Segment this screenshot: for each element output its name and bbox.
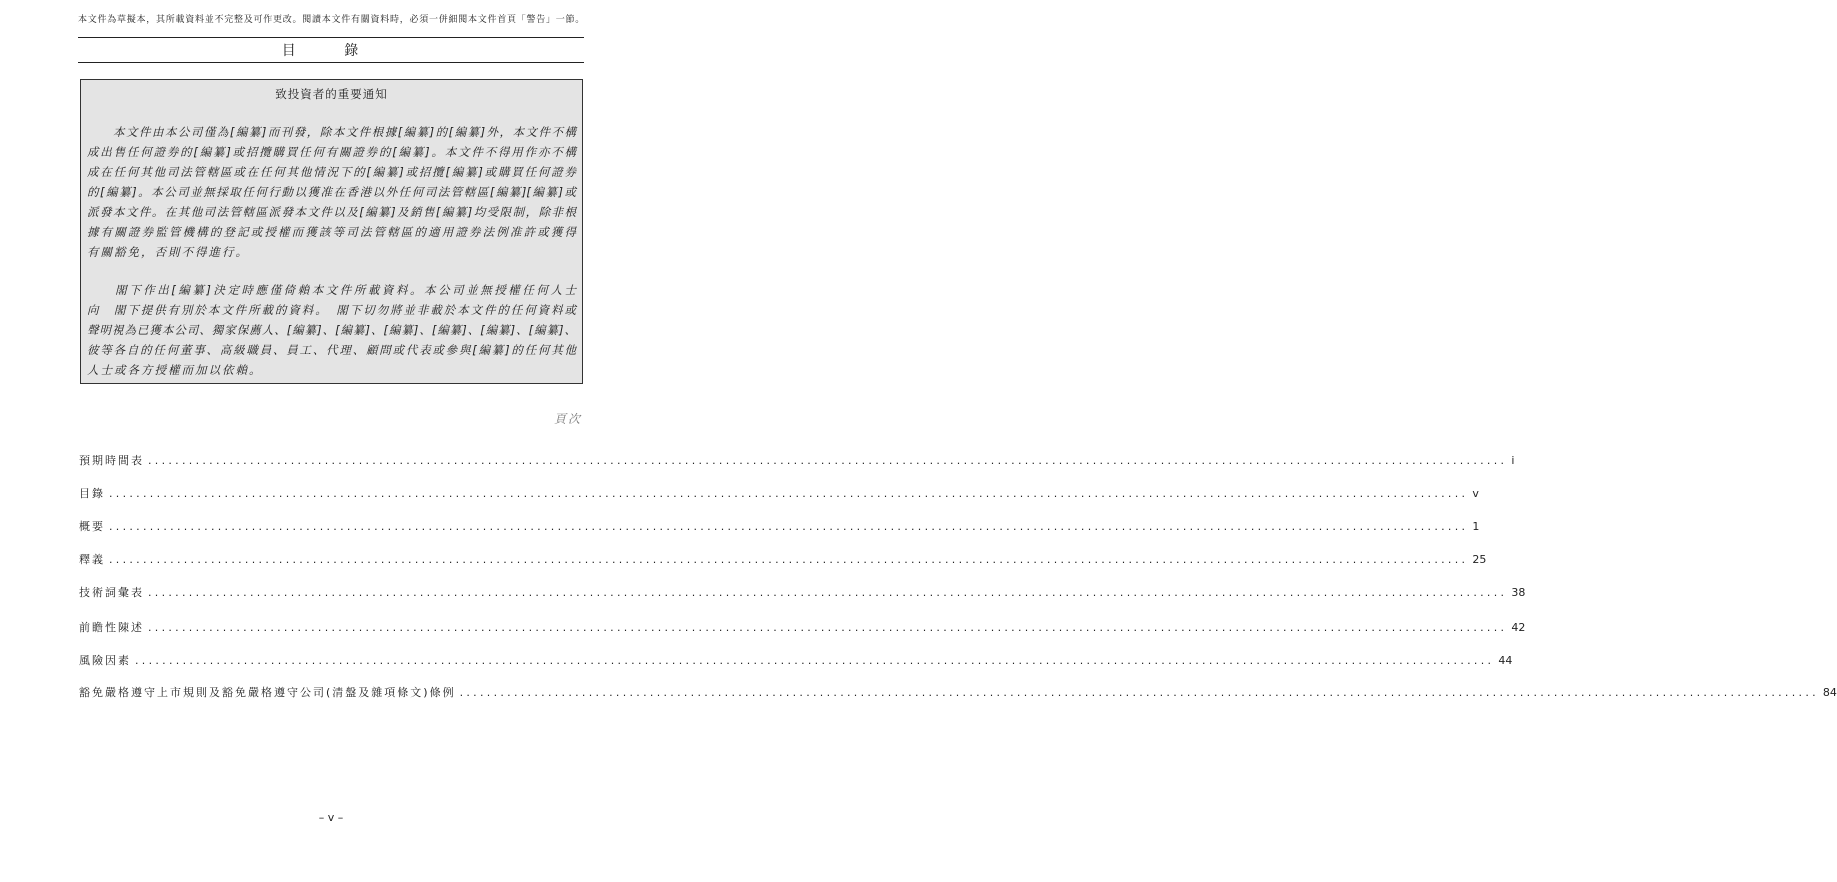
investor-notice-box (80, 79, 583, 384)
title-bottom-rule (78, 62, 584, 63)
toc-entry[interactable] (79, 551, 1487, 567)
notice-line: 向 閣下提供有別於本文件所載的資料。 閣下切勿將並非載於本文件的任何資料或 (87, 303, 576, 317)
page-title: 目 錄 (281, 43, 381, 59)
toc-entry[interactable] (79, 684, 1837, 700)
notice-paragraph-1 (87, 122, 576, 262)
toc-entry-label: 前瞻性陳述 (79, 621, 144, 634)
notice-title: 致投資者的重要通知 (275, 87, 388, 101)
toc-entry[interactable] (79, 518, 1480, 534)
toc-entry-page: 84 (1822, 685, 1837, 699)
toc-entry[interactable] (79, 452, 1515, 468)
notice-line: 聲明視為已獲本公司、獨家保薦人、[編纂]、[編纂]、[編纂]、[編纂]、[編纂]、[編纂]、 (87, 323, 576, 337)
notice-line: 的[編纂]。本公司並無採取任何行動以獲准在香港以外任何司法管轄區[編纂][編纂]或 (87, 185, 576, 199)
toc-entry-label: 技術詞彙表 (79, 586, 144, 599)
toc-entry-label: 概要 (79, 520, 105, 533)
notice-line: 派發本文件。在其他司法管轄區派發本文件以及[編纂]及銷售[編纂]均受限制，除非根 (87, 205, 576, 219)
toc-leader-dots: ........................................................................................................................................................................................................ (148, 453, 1508, 467)
toc-entry-page: 25 (1472, 552, 1487, 566)
toc-entry[interactable] (79, 652, 1513, 668)
notice-line: 據有關證券監管機構的登記或授權而獲該等司法管轄區的適用證券法例准許或獲得 (87, 225, 576, 239)
toc-leader-dots: ........................................................................................................................................................................................................ (109, 519, 1469, 533)
toc-entry-label: 豁免嚴格遵守上市規則及豁免嚴格遵守公司(清盤及雜項條文)條例 (79, 686, 456, 699)
toc-entry-label: 釋義 (79, 553, 105, 566)
toc-entry-label: 風險因素 (79, 654, 131, 667)
toc-entry[interactable] (79, 584, 1526, 600)
notice-line: 人士或各方授權而加以依賴。 (87, 363, 263, 377)
toc-entry-page: 44 (1498, 653, 1513, 667)
toc-entry-label: 預期時間表 (79, 454, 144, 467)
toc-leader-dots: ........................................................................................................................................................................................................ (109, 486, 1469, 500)
toc-entry-page: 38 (1511, 585, 1526, 599)
toc-entry-page: 42 (1511, 620, 1526, 634)
notice-line: 本文件由本公司僅為[編纂]而刊發，除本文件根據[編纂]的[編纂]外，本文件不構 (87, 125, 576, 139)
toc-leader-dots: ........................................................................................................................................................................................................ (148, 585, 1508, 599)
toc-leader-dots: ........................................................................................................................................................................................................ (459, 685, 1819, 699)
toc-entry-page: i (1511, 453, 1515, 467)
title-top-rule (78, 37, 584, 38)
notice-line: 成在任何其他司法管轄區或在任何其他情況下的[編纂]或招攬[編纂]或購買任何證券 (87, 165, 576, 179)
notice-paragraph-2 (87, 280, 576, 380)
toc-leader-dots: ........................................................................................................................................................................................................ (109, 552, 1469, 566)
toc-entry-page: 1 (1472, 519, 1480, 533)
toc-entry-page: v (1472, 486, 1479, 500)
draft-warning-header: 本文件為草擬本，其所載資料並不完整及可作更改。閱讀本文件有關資料時，必須一併細閱本文件首頁「警告」一節。 (78, 15, 584, 25)
page-number-footer: – v – (318, 811, 344, 824)
notice-line: 彼等各自的任何董事、高級職員、員工、代理、顧問或代表或參與[編纂]的任何其他 (87, 343, 576, 357)
page-column-label: 頁次 (553, 412, 582, 426)
notice-line: 成出售任何證券的[編纂]或招攬購買任何有關證券的[編纂]。本文件不得用作亦不構 (87, 145, 576, 159)
toc-leader-dots: ........................................................................................................................................................................................................ (148, 620, 1508, 634)
toc-entry-label: 目錄 (79, 487, 105, 500)
toc-entry[interactable] (79, 619, 1526, 635)
toc-leader-dots: ........................................................................................................................................................................................................ (135, 653, 1495, 667)
notice-line: 閣下作出[編纂]決定時應僅倚賴本文件所載資料。本公司並無授權任何人士 (87, 283, 576, 297)
notice-line: 有關豁免，否則不得進行。 (87, 245, 249, 259)
toc-entry[interactable] (79, 485, 1479, 501)
